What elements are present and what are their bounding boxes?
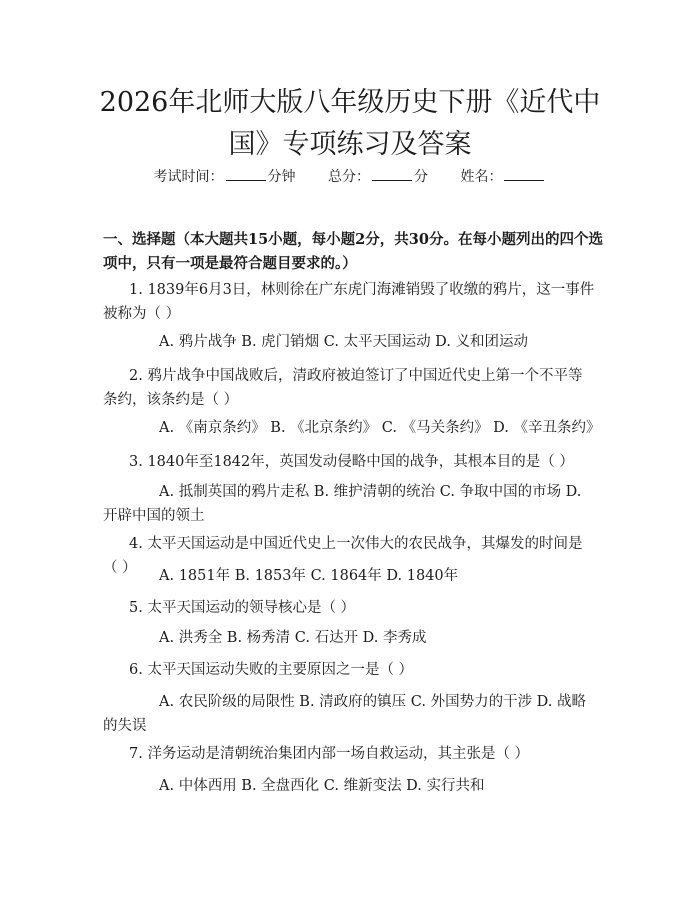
question-options-1: A. 鸦片战争 B. 虎门销烟 C. 太平天国运动 D. 义和团运动: [159, 334, 529, 350]
section-heading: 一、选择题（本大题共15小题，每小题2分，共30分。在每小题列出的四个选项中，只有一项是最符合题目要求的。）: [103, 231, 603, 272]
name-field: [460, 167, 546, 187]
name-label: 姓名：: [460, 169, 503, 185]
question-options-3: A. 抵制英国的鸦片走私 B. 维护清朝的统治 C. 争取中国的市场 D. 开辟中国的领土: [103, 484, 582, 524]
exam-info-row: [0, 167, 700, 187]
document-title: 2026年北师大版八年级历史下册《近代中国》专项练习及答案: [99, 87, 601, 160]
question-stem-7: 7. 洋务运动是清朝统治集团内部一场自救运动，其主张是（ ）: [129, 746, 530, 762]
question-options-4: A. 1851年 B. 1853年 C. 1864年 D. 1840年: [159, 568, 459, 584]
name-blank[interactable]: [504, 168, 544, 181]
question-stem-6: 6. 太平天国运动失败的主要原因之一是（ ）: [129, 662, 414, 678]
question-stem-5: 5. 太平天国运动的领导核心是（ ）: [129, 600, 356, 616]
question-stem-1: 1. 1839年6月3日，林则徐在广东虎门海滩销毁了收缴的鸦片，这一事件被称为（ ）: [103, 282, 595, 322]
question-stem-4: 4. 太平天国运动是中国近代史上一次伟大的农民战争，其爆发的时间是（ ）: [103, 536, 583, 576]
exam-time-label: 考试时间：: [153, 169, 224, 185]
question-options-5: A. 洪秀全 B. 杨秀清 C. 石达开 D. 李秀成: [159, 630, 427, 646]
exam-time-blank[interactable]: [226, 168, 266, 181]
total-score-blank[interactable]: [372, 168, 412, 181]
question-stem-2: 2. 鸦片战争中国战败后，清政府被迫签订了中国近代史上第一个不平等条约，该条约是（ ）: [103, 368, 583, 408]
question-options-2: A. 《南京条约》 B. 《北京条约》 C. 《马关条约》 D. 《辛丑条约》: [159, 420, 601, 436]
question-options-6: A. 农民阶级的局限性 B. 清政府的镇压 C. 外国势力的干涉 D. 战略的失误: [103, 694, 587, 734]
question-stem-3: 3. 1840年至1842年，英国发动侵略中国的战争，其根本目的是（ ）: [129, 454, 574, 470]
total-score-unit: 分: [414, 169, 428, 185]
exam-time-field: [154, 167, 296, 187]
question-options-7: A. 中体西用 B. 全盘西化 C. 维新变法 D. 实行共和: [159, 778, 485, 794]
exam-time-unit: 分钟: [267, 169, 296, 185]
total-score-label: 总分：: [328, 169, 370, 185]
total-score-field: [328, 167, 428, 187]
